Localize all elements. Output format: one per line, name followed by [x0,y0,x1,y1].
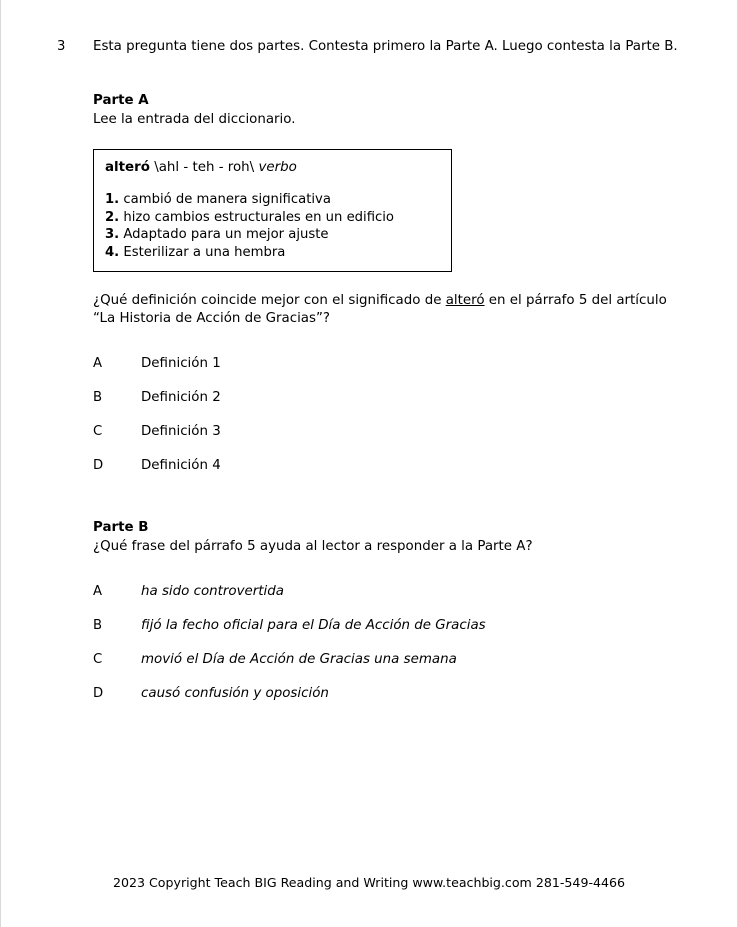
definition-text: hizo cambios estructurales en un edificio [123,209,395,225]
dictionary-part-of-speech: verbo [258,160,297,176]
dictionary-headword-line [105,159,440,177]
definition-text: cambió de manera significativa [123,192,331,208]
dictionary-definition-item [105,209,440,226]
option-row-a[interactable] [93,583,679,601]
definition-number: 4. [105,244,120,260]
part-b-prompt: ¿Qué frase del párrafo 5 ayuda al lector a responder a la Parte A? [93,539,533,555]
part-a-question-text [93,292,673,329]
option-row-c[interactable] [93,651,679,669]
option-text: Definición 3 [141,424,221,440]
dictionary-definition-item [105,191,440,208]
option-row-c[interactable] [93,423,679,441]
option-letter: B [93,617,103,633]
option-letter: A [93,355,103,371]
option-text: fijó la fecho oficial para el Día de Acción de Gracias [141,617,486,633]
question-stem-row [57,38,679,57]
option-text: causó confusión y oposición [141,685,329,701]
definition-text: Esterilizar a una hembra [123,244,286,260]
dictionary-definition-item [105,244,440,261]
question-body [93,92,679,719]
question-text-tail: en el párrafo 5 del artículo “La Historia de Acción de Gracias”? [93,292,667,327]
option-text: Definición 4 [141,458,221,474]
question-number: 3 [57,39,66,54]
part-b-heading: Parte B [93,520,149,536]
option-letter: D [93,685,104,701]
option-letter: D [93,458,104,474]
part-a-heading: Parte A [93,93,149,108]
part-b-options [93,583,679,703]
part-a-options [93,355,679,475]
part-a-section [93,92,679,475]
dictionary-pronunciation: \ahl - teh - roh\ [154,160,255,176]
option-text: movió el Día de Acción de Gracias una semana [141,651,457,667]
dictionary-definition-list [105,191,440,261]
option-text: Definición 1 [141,355,221,371]
definition-number: 2. [105,209,120,225]
dictionary-definition-item [105,226,440,243]
question-text-lead: ¿Qué definición coincide mejor con el significado de [93,292,446,308]
option-letter: C [93,651,103,667]
page-footer: 2023 Copyright Teach BIG Reading and Writing www.teachbig.com 281-549-4466 [112,875,626,890]
dictionary-entry-box [93,149,452,272]
option-text: ha sido controvertida [141,583,284,599]
option-letter: A [93,583,103,599]
option-row-d[interactable] [93,457,679,475]
dictionary-headword: alteró [105,160,150,176]
option-row-b[interactable] [93,617,679,635]
definition-text: Adaptado para un mejor ajuste [123,227,329,243]
option-letter: B [93,390,103,406]
option-row-d[interactable] [93,685,679,703]
part-a-instruction: Lee la entrada del diccionario. [93,112,296,128]
option-text: Definición 2 [141,390,221,406]
option-letter: C [93,424,103,440]
definition-number: 1. [105,192,120,208]
option-row-b[interactable] [93,389,679,407]
question-stem-text: Esta pregunta tiene dos partes. Contesta primero la Parte A. Luego contesta la Parte B. [93,39,678,54]
question-text-underlined-term: alteró [445,292,485,308]
option-row-a[interactable] [93,355,679,373]
definition-number: 3. [105,227,120,243]
part-b-section [93,519,679,703]
question-header [57,38,679,57]
